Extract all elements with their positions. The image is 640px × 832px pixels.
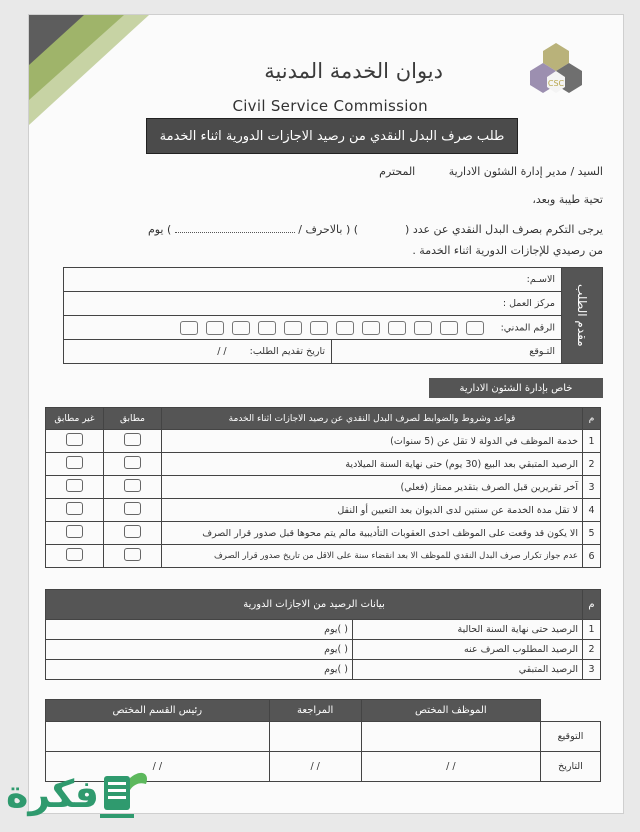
review-signature[interactable] <box>269 722 361 752</box>
form-sheet <box>28 14 624 814</box>
row-sign-label: التوقيع <box>541 722 601 752</box>
logo-text: CSC <box>547 79 565 88</box>
name-label: الاسـم: <box>526 274 555 285</box>
civil-id-digits[interactable] <box>176 322 488 333</box>
brand-name: فكرة <box>6 772 100 816</box>
nomatch-checkbox[interactable] <box>66 479 83 492</box>
nomatch-checkbox[interactable] <box>66 548 83 561</box>
request-date-value: / / <box>217 346 227 357</box>
table-row: 4 لا تقل مدة الخدمة عن سنتين لدى الديوان بعد التعيين أو النقل <box>46 499 601 522</box>
name-field[interactable] <box>64 268 562 292</box>
admin-section-tag: خاص بإدارة الشئون الادارية <box>429 378 603 398</box>
balance-value-field[interactable]: ( )يوم <box>46 660 353 680</box>
workplace-field[interactable] <box>64 292 562 316</box>
match-checkbox[interactable] <box>124 502 141 515</box>
signature-field[interactable] <box>332 340 562 364</box>
table-row: 2 الرصيد المتبقي بعد البيع (30 يوم) حتى نهاية السنة الميلادية <box>46 453 601 476</box>
employee-date[interactable]: / / <box>361 752 540 782</box>
request-line-2: من رصيدي للإجازات الدورية اثناء الخدمة . <box>412 244 603 257</box>
col-employee: الموظف المختص <box>361 700 540 722</box>
request-part2: ) ( بالاحرف / <box>298 223 359 236</box>
table-row: 3 الرصيد المتبقي ( )يوم <box>46 660 601 680</box>
employee-signature[interactable] <box>361 722 540 752</box>
table-row: 1 خدمة الموظف في الدولة لا تقل عن (5 سنوات) <box>46 430 601 453</box>
request-part3: ) يوم <box>147 223 172 236</box>
terms-col-match: مطابق <box>104 408 162 430</box>
table-row: 6 عدم جواز تكرار صرف البدل النقدي للموظف الا بعد انقضاء سنة على الاقل من تاريخ صدور قرار الصرف <box>46 545 601 568</box>
request-line <box>148 223 603 236</box>
addressee-line <box>379 165 603 178</box>
balance-header: بيانات الرصيد من الاجازات الدورية <box>46 590 583 620</box>
org-name-arabic: ديوان الخدمة المدنية <box>264 59 443 83</box>
row-date-label: التاريخ <box>541 752 601 782</box>
addressee: السيد / مدير إدارة الشئون الادارية <box>448 165 603 178</box>
match-checkbox[interactable] <box>124 456 141 469</box>
col-head: رئيس القسم المختص <box>46 700 270 722</box>
applicant-side-label: مقدم الطلب <box>562 268 603 364</box>
col-review: المراجعة <box>269 700 361 722</box>
nomatch-checkbox[interactable] <box>66 456 83 469</box>
match-checkbox[interactable] <box>124 479 141 492</box>
csc-logo-icon <box>525 41 587 103</box>
applicant-table <box>63 267 603 364</box>
nomatch-checkbox[interactable] <box>66 433 83 446</box>
request-part1: يرجى التكرم بصرف البدل النقدي عن عدد ( <box>405 223 603 236</box>
org-name-english: Civil Service Commission <box>232 97 428 115</box>
terms-col-num: م <box>583 408 601 430</box>
balance-table <box>45 589 601 680</box>
form-title: طلب صرف البدل النقدي من رصيد الاجازات الدورية اثناء الخدمة <box>146 118 518 154</box>
match-checkbox[interactable] <box>124 433 141 446</box>
table-row: 2 الرصيد المطلوب الصرف عنه ( )يوم <box>46 640 601 660</box>
table-row: 3 آخر تقريرين قبل الصرف بتقدير ممتاز (فعلي) <box>46 476 601 499</box>
balance-value-field[interactable]: ( )يوم <box>46 640 353 660</box>
nomatch-checkbox[interactable] <box>66 502 83 515</box>
request-date-label: تاريخ تقديم الطلب: <box>249 346 325 357</box>
terms-table <box>45 407 601 568</box>
corner-decoration <box>29 15 149 125</box>
respected-label: المحترم <box>379 165 416 178</box>
table-row: 5 الا يكون قد وقعت على الموظف احدى العقوبات التأديبية مالم يتم محوها قبل صدور قرار الصرف <box>46 522 601 545</box>
signature-label: التـوقع <box>529 346 555 357</box>
head-date[interactable]: / / <box>46 752 270 782</box>
balance-value-field[interactable]: ( )يوم <box>46 620 353 640</box>
balance-col-num: م <box>583 590 601 620</box>
request-date-field[interactable] <box>64 340 332 364</box>
match-checkbox[interactable] <box>124 525 141 538</box>
head-signature[interactable] <box>46 722 270 752</box>
nomatch-checkbox[interactable] <box>66 525 83 538</box>
terms-col-nomatch: غير مطابق <box>46 408 104 430</box>
terms-col-text: قواعد وشروط والضوابط لصرف البدل النقدي عن رصيد الاجازات اثناء الخدمة <box>162 408 583 430</box>
workplace-label: مركز العمل : <box>502 298 555 309</box>
greeting: تحية طيبة وبعد، <box>532 193 603 206</box>
civil-id-label: الرقم المدني: <box>500 322 555 333</box>
review-date[interactable]: / / <box>269 752 361 782</box>
table-row: 1 الرصيد حتى نهاية السنة الحالية ( )يوم <box>46 620 601 640</box>
civil-id-field[interactable] <box>64 316 562 340</box>
match-checkbox[interactable] <box>124 548 141 561</box>
